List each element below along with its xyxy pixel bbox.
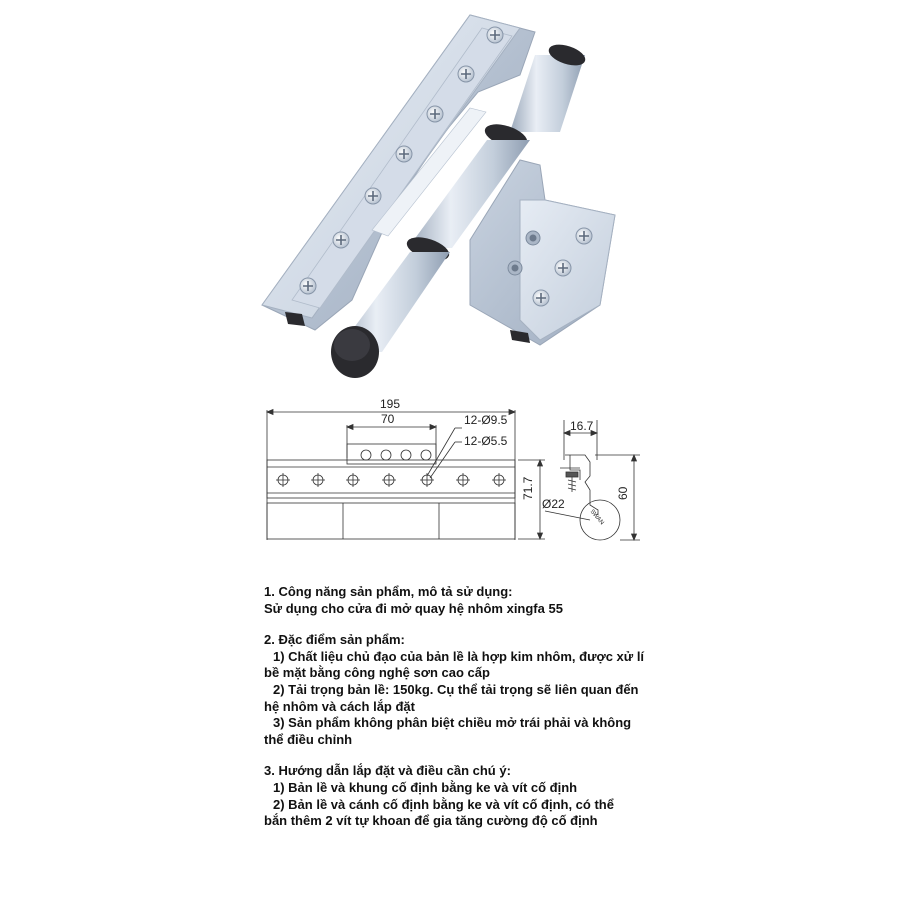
dim-leaf-width: 70 — [381, 412, 395, 426]
dim-knuckle-diameter: Ø22 — [542, 497, 565, 511]
section-2-item-1a: 1) Chất liệu chủ đạo của bản lề là hợp kim nhôm, được xử lí — [273, 648, 645, 664]
section-3-item-1: 1) Bản lề và khung cố định bằng ke và vít cố định — [273, 779, 578, 795]
section-2-item-3b: thể điều chỉnh — [264, 731, 353, 747]
section-3-item-2b: bắn thêm 2 vít tự khoan để gia tăng cường độ cố định — [264, 813, 598, 829]
dim-overall-width: 195 — [380, 397, 401, 411]
section-3-item-2a: 2) Bản lề và cánh cố định bằng ke và vít cố định, có thể — [273, 796, 614, 812]
section-2-item-3a: 3) Sản phẩm không phân biệt chiều mở trái phải và không — [273, 715, 632, 731]
spec-section-2 — [264, 632, 664, 748]
svg-text:SWAN: SWAN — [588, 508, 605, 527]
spec-description — [264, 584, 664, 845]
section-3-title: 3. Hướng dẫn lắp đặt và điều cần chú ý: — [264, 763, 511, 779]
section-2-title: 2. Đặc điểm sản phẩm: — [264, 632, 405, 648]
dim-side-height: 60 — [616, 486, 630, 500]
section-1-title: 1. Công năng sản phẩm, mô tả sử dụng: — [264, 584, 513, 599]
section-2-item-1b: bề mặt bằng công nghệ sơn cao cấp — [264, 665, 490, 681]
section-2-item-2b: hệ nhôm và cách lắp đặt — [264, 698, 415, 714]
dim-height: 71.7 — [521, 476, 535, 500]
side-view — [545, 420, 640, 540]
spec-section-1 — [264, 584, 664, 617]
dim-hole-small: 12-Ø5.5 — [464, 434, 508, 448]
front-view — [267, 410, 545, 541]
dim-side-offset: 16.7 — [570, 419, 594, 433]
section-1-body: Sử dụng cho cửa đi mở quay hệ nhôm xingfa 55 — [264, 600, 563, 616]
dim-hole-large: 12-Ø9.5 — [464, 413, 508, 427]
spec-section-3 — [264, 763, 664, 829]
section-2-item-2a: 2) Tải trọng bản lề: 150kg. Cụ thể tải trọng sẽ liên quan đến — [273, 681, 639, 697]
